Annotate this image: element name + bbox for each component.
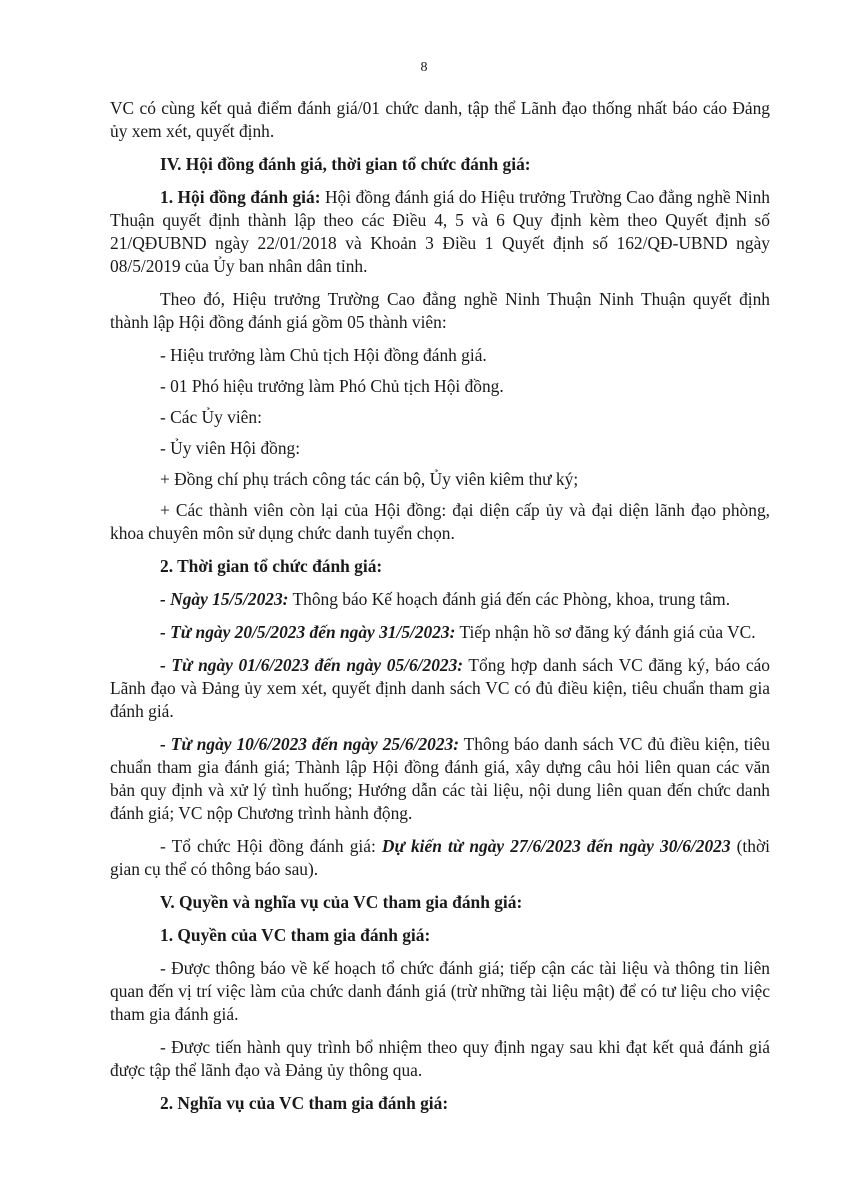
list-item: - Ủy viên Hội đồng:	[160, 438, 301, 458]
rights-item: - Được thông báo về kế hoạch tổ chức đánh giá; tiếp cận các tài liệu và thông tin liên quan đến vị trí việc làm của chức danh đánh giá (trừ những tài liệu mật) để có tư liệu cho việc tham gia đánh giá.	[110, 958, 770, 1024]
paragraph-council	[110, 186, 770, 278]
document-body	[110, 97, 770, 1125]
list-item: - Hiệu trưởng làm Chủ tịch Hội đồng đánh giá.	[160, 345, 487, 365]
list-item: + Các thành viên còn lại của Hội đồng: đại diện cấp ủy và đại diện lãnh đạo phòng, khoa chuyên môn sử dụng chức danh tuyển chọn.	[110, 500, 770, 543]
section-heading-v: V. Quyền và nghĩa vụ của VC tham gia đánh giá:	[160, 892, 523, 912]
council-text: Hội đồng đánh giá do Hiệu trưởng Trường Cao đẳng nghề Ninh Thuận quyết định thành lập theo các Điều 4, 5 và 6 Quy định kèm theo Quyết định số 21/QĐUBND ngày 22/01/2018 và Khoản 3 Điều 1 Quyết định số 162/QĐ-UBND ngày 08/5/2019 của Ủy ban nhân dân tỉnh.	[110, 187, 771, 276]
council-lead: 1. Hội đồng đánh giá:	[160, 187, 321, 207]
schedule-text: Thông báo danh sách VC đủ điều kiện, tiêu chuẩn tham gia đánh giá; Thành lập Hội đồng đánh giá, xây dựng câu hỏi liên quan các văn bản quy định và xử lý tình huống; Hướng dẫn các tài liệu, nội dung liên quan đến chức danh đánh giá; VC nộp Chương trình hành động.	[110, 734, 771, 823]
list-item: - 01 Phó hiệu trưởng làm Phó Chủ tịch Hội đồng.	[160, 376, 504, 396]
schedule-date: - Từ ngày 01/6/2023 đến ngày 05/6/2023:	[160, 655, 464, 675]
schedule-date: - Từ ngày 10/6/2023 đến ngày 25/6/2023:	[160, 734, 460, 754]
schedule-item	[110, 588, 770, 611]
schedule-item	[110, 654, 770, 723]
list-item: - Các Ủy viên:	[160, 407, 262, 427]
subheading-schedule: 2. Thời gian tổ chức đánh giá:	[160, 556, 383, 576]
schedule-item	[110, 621, 770, 644]
paragraph-council-members: Theo đó, Hiệu trưởng Trường Cao đẳng nghề Ninh Thuận Ninh Thuận quyết định thành lập Hội đồng đánh giá gồm 05 thành viên:	[110, 289, 770, 332]
schedule-item	[110, 733, 770, 825]
schedule-date: Dự kiến từ ngày 27/6/2023 đến ngày 30/6/2023	[381, 836, 731, 856]
schedule-text: - Tổ chức Hội đồng đánh giá:	[160, 836, 382, 856]
schedule-text: (thời gian cụ thể có thông báo sau).	[110, 836, 770, 879]
schedule-text: Tiếp nhận hồ sơ đăng ký đánh giá của VC.	[455, 622, 756, 642]
schedule-text: Tổng hợp danh sách VC đăng ký, báo cáo Lãnh đạo và Đảng ủy xem xét, quyết định danh sách VC có đủ điều kiện, tiêu chuẩn tham gia đánh giá.	[110, 655, 770, 721]
page-number: 8	[420, 60, 428, 75]
schedule-date: - Từ ngày 20/5/2023 đến ngày 31/5/2023:	[160, 622, 456, 642]
schedule-text: Thông báo Kế hoạch đánh giá đến các Phòng, khoa, trung tâm.	[288, 589, 731, 609]
list-item: + Đồng chí phụ trách công tác cán bộ, Ủy viên kiêm thư ký;	[160, 469, 579, 489]
schedule-item	[110, 835, 770, 881]
rights-item: - Được tiến hành quy trình bổ nhiệm theo quy định ngay sau khi đạt kết quả đánh giá được tập thể lãnh đạo và Đảng ủy thông qua.	[110, 1037, 770, 1080]
paragraph-continuation: VC có cùng kết quả điểm đánh giá/01 chức danh, tập thể Lãnh đạo thống nhất báo cáo Đảng ủy xem xét, quyết định.	[110, 98, 770, 141]
subheading-rights: 1. Quyền của VC tham gia đánh giá:	[160, 925, 431, 945]
subheading-duties: 2. Nghĩa vụ của VC tham gia đánh giá:	[160, 1093, 449, 1113]
schedule-date: - Ngày 15/5/2023:	[160, 589, 289, 609]
section-heading-iv: IV. Hội đồng đánh giá, thời gian tổ chức đánh giá:	[160, 154, 531, 174]
